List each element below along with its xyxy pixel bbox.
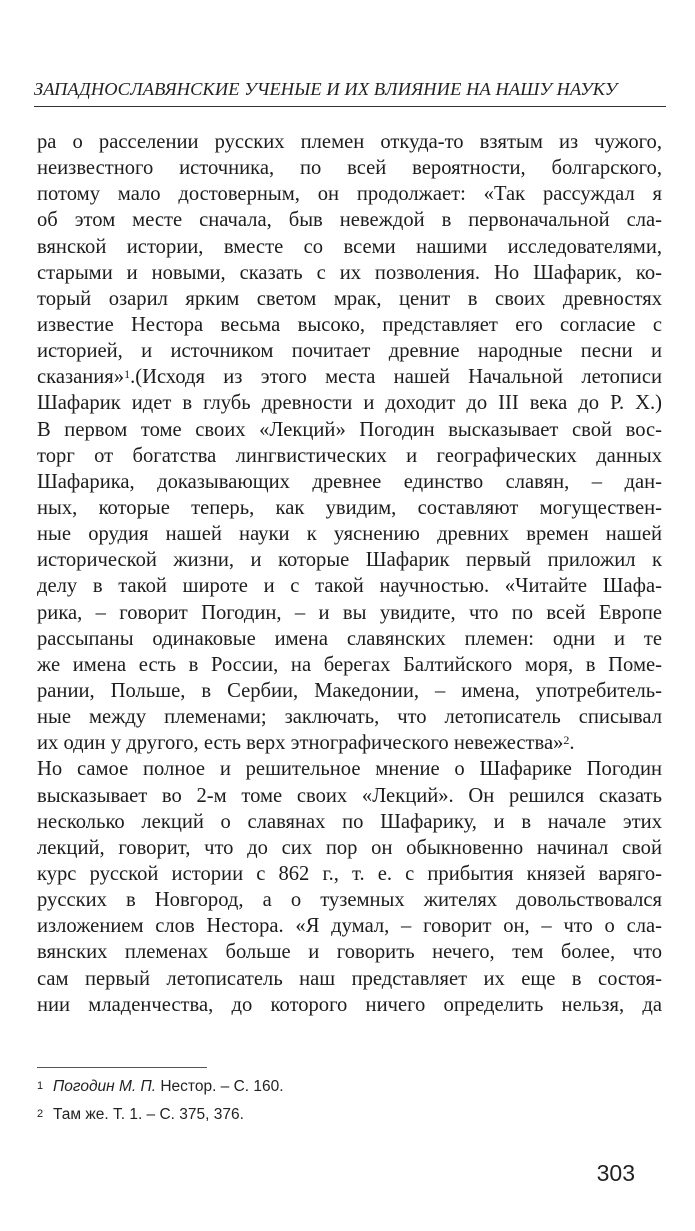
line-segment: их один у другого, есть верх этнографического невежества»: [37, 732, 564, 755]
text-line: высказывает во 2-м томе своих «Лекций». Он решился сказать: [37, 784, 662, 807]
running-head: ЗАПАДНОСЛАВЯНСКИЕ УЧЕНЫЕ И ИХ ВЛИЯНИЕ НА НАШУ НАУКУ: [34, 79, 618, 99]
text-line: изложением слов Нестора. «Я думал, – говорит он, – что о сла-: [37, 915, 662, 938]
footnote-text: Нестор. – С. 160.: [156, 1078, 284, 1095]
text-line: Шафарик идет в глубь древности и доходит до III века до Р. Х.): [37, 392, 662, 415]
footnote-author: Погодин М. П.: [53, 1078, 157, 1095]
text-line: делу в такой широте и с такой научностью. «Читайте Шафа-: [37, 575, 662, 598]
footnote-mark[interactable]: 1: [124, 367, 131, 382]
page-number: 303: [596, 1160, 635, 1186]
text-line: сам первый летописатель наш представляет их еще в состоя-: [37, 967, 662, 990]
line-segment: .: [569, 732, 575, 755]
text-line: ра о расселении русских племен откуда-то взятым из чужого,: [37, 131, 662, 153]
line-segment: .(Исходя из этого места нашей Начальной летописи: [130, 366, 662, 389]
text-line: русских в Новгород, а о туземных жителях довольствовался: [37, 889, 662, 912]
body-text: [37, 129, 662, 1018]
text-line: неизвестного источника, по всей вероятности, болгарского,: [37, 157, 662, 180]
text-line: исторической жизни, и которые Шафарик первый приложил к: [37, 549, 662, 572]
footnote-number: 1: [37, 1080, 44, 1092]
text-line: рании, Польше, в Сербии, Македонии, – имена, употребитель-: [37, 679, 662, 702]
text-line: торг от богатства лингвистических и географических данных: [37, 444, 662, 467]
text-line: старыми и новыми, сказать с их позволения. Но Шафарик, ко-: [37, 261, 662, 284]
text-line: ные орудия нашей науки к уяснению древних времен нашей: [37, 523, 662, 546]
text-line: известие Нестора весьма высоко, представляет его согласие с: [37, 313, 662, 336]
line-segment: сказания»: [37, 366, 125, 389]
footnote-1: [37, 1077, 284, 1097]
footnote-mark[interactable]: 2: [563, 733, 570, 748]
footnote-2: [37, 1105, 244, 1125]
footnote-number: 2: [37, 1108, 44, 1120]
text-line: об этом месте сначала, быв невеждой в первоначальной сла-: [37, 209, 662, 232]
text-line: В первом томе своих «Лекций» Погодин высказывает свой вос-: [37, 418, 662, 441]
text-line: ных, которые теперь, как увидим, составляют могуществен-: [37, 496, 662, 519]
text-line: вянских племенах больше и говорить нечего, тем более, что: [37, 941, 662, 964]
text-line: рика, – говорит Погодин, – и вы увидите, что по всей Европе: [37, 601, 662, 624]
text-line: потому мало достоверным, он продолжает: «Так рассуждал я: [37, 183, 662, 206]
text-line: вянской истории, вместе со всеми нашими исследователями,: [37, 235, 662, 258]
footnote-text: Там же. Т. 1. – С. 375, 376.: [53, 1106, 244, 1123]
text-line: лекций, говорит, что до сих пор он обыкновенно начинал свой: [37, 836, 662, 859]
text-line: Шафарика, доказывающих древнее единство славян, – дан-: [37, 470, 662, 493]
text-line: ные между племенами; заключать, что летописатель списывал: [37, 706, 662, 729]
footnote-rule: [37, 1067, 207, 1068]
text-line: историей, и источником почитает древние народные песни и: [37, 340, 662, 363]
text-line: несколько лекций о славянах по Шафарику, и в начале этих: [37, 810, 662, 833]
text-line-with-footnote: [37, 730, 662, 756]
text-line: курс русской истории с 862 г., т. е. с прибытия князей варяго-: [37, 862, 662, 885]
text-line: рассыпаны одинаковые имена славянских племен: одни и те: [37, 627, 662, 650]
text-line: торый озарил ярким светом мрак, ценит в своих древностях: [37, 287, 662, 310]
header-rule: [34, 106, 666, 107]
text-line: нии младенчества, до которого ничего определить нельзя, да: [37, 993, 662, 1016]
text-line-with-footnote: [37, 364, 662, 390]
text-line: же имена есть в России, на берегах Балтийского моря, в Поме-: [37, 653, 662, 676]
text-line: Но самое полное и решительное мнение о Шафарике Погодин: [37, 758, 662, 781]
